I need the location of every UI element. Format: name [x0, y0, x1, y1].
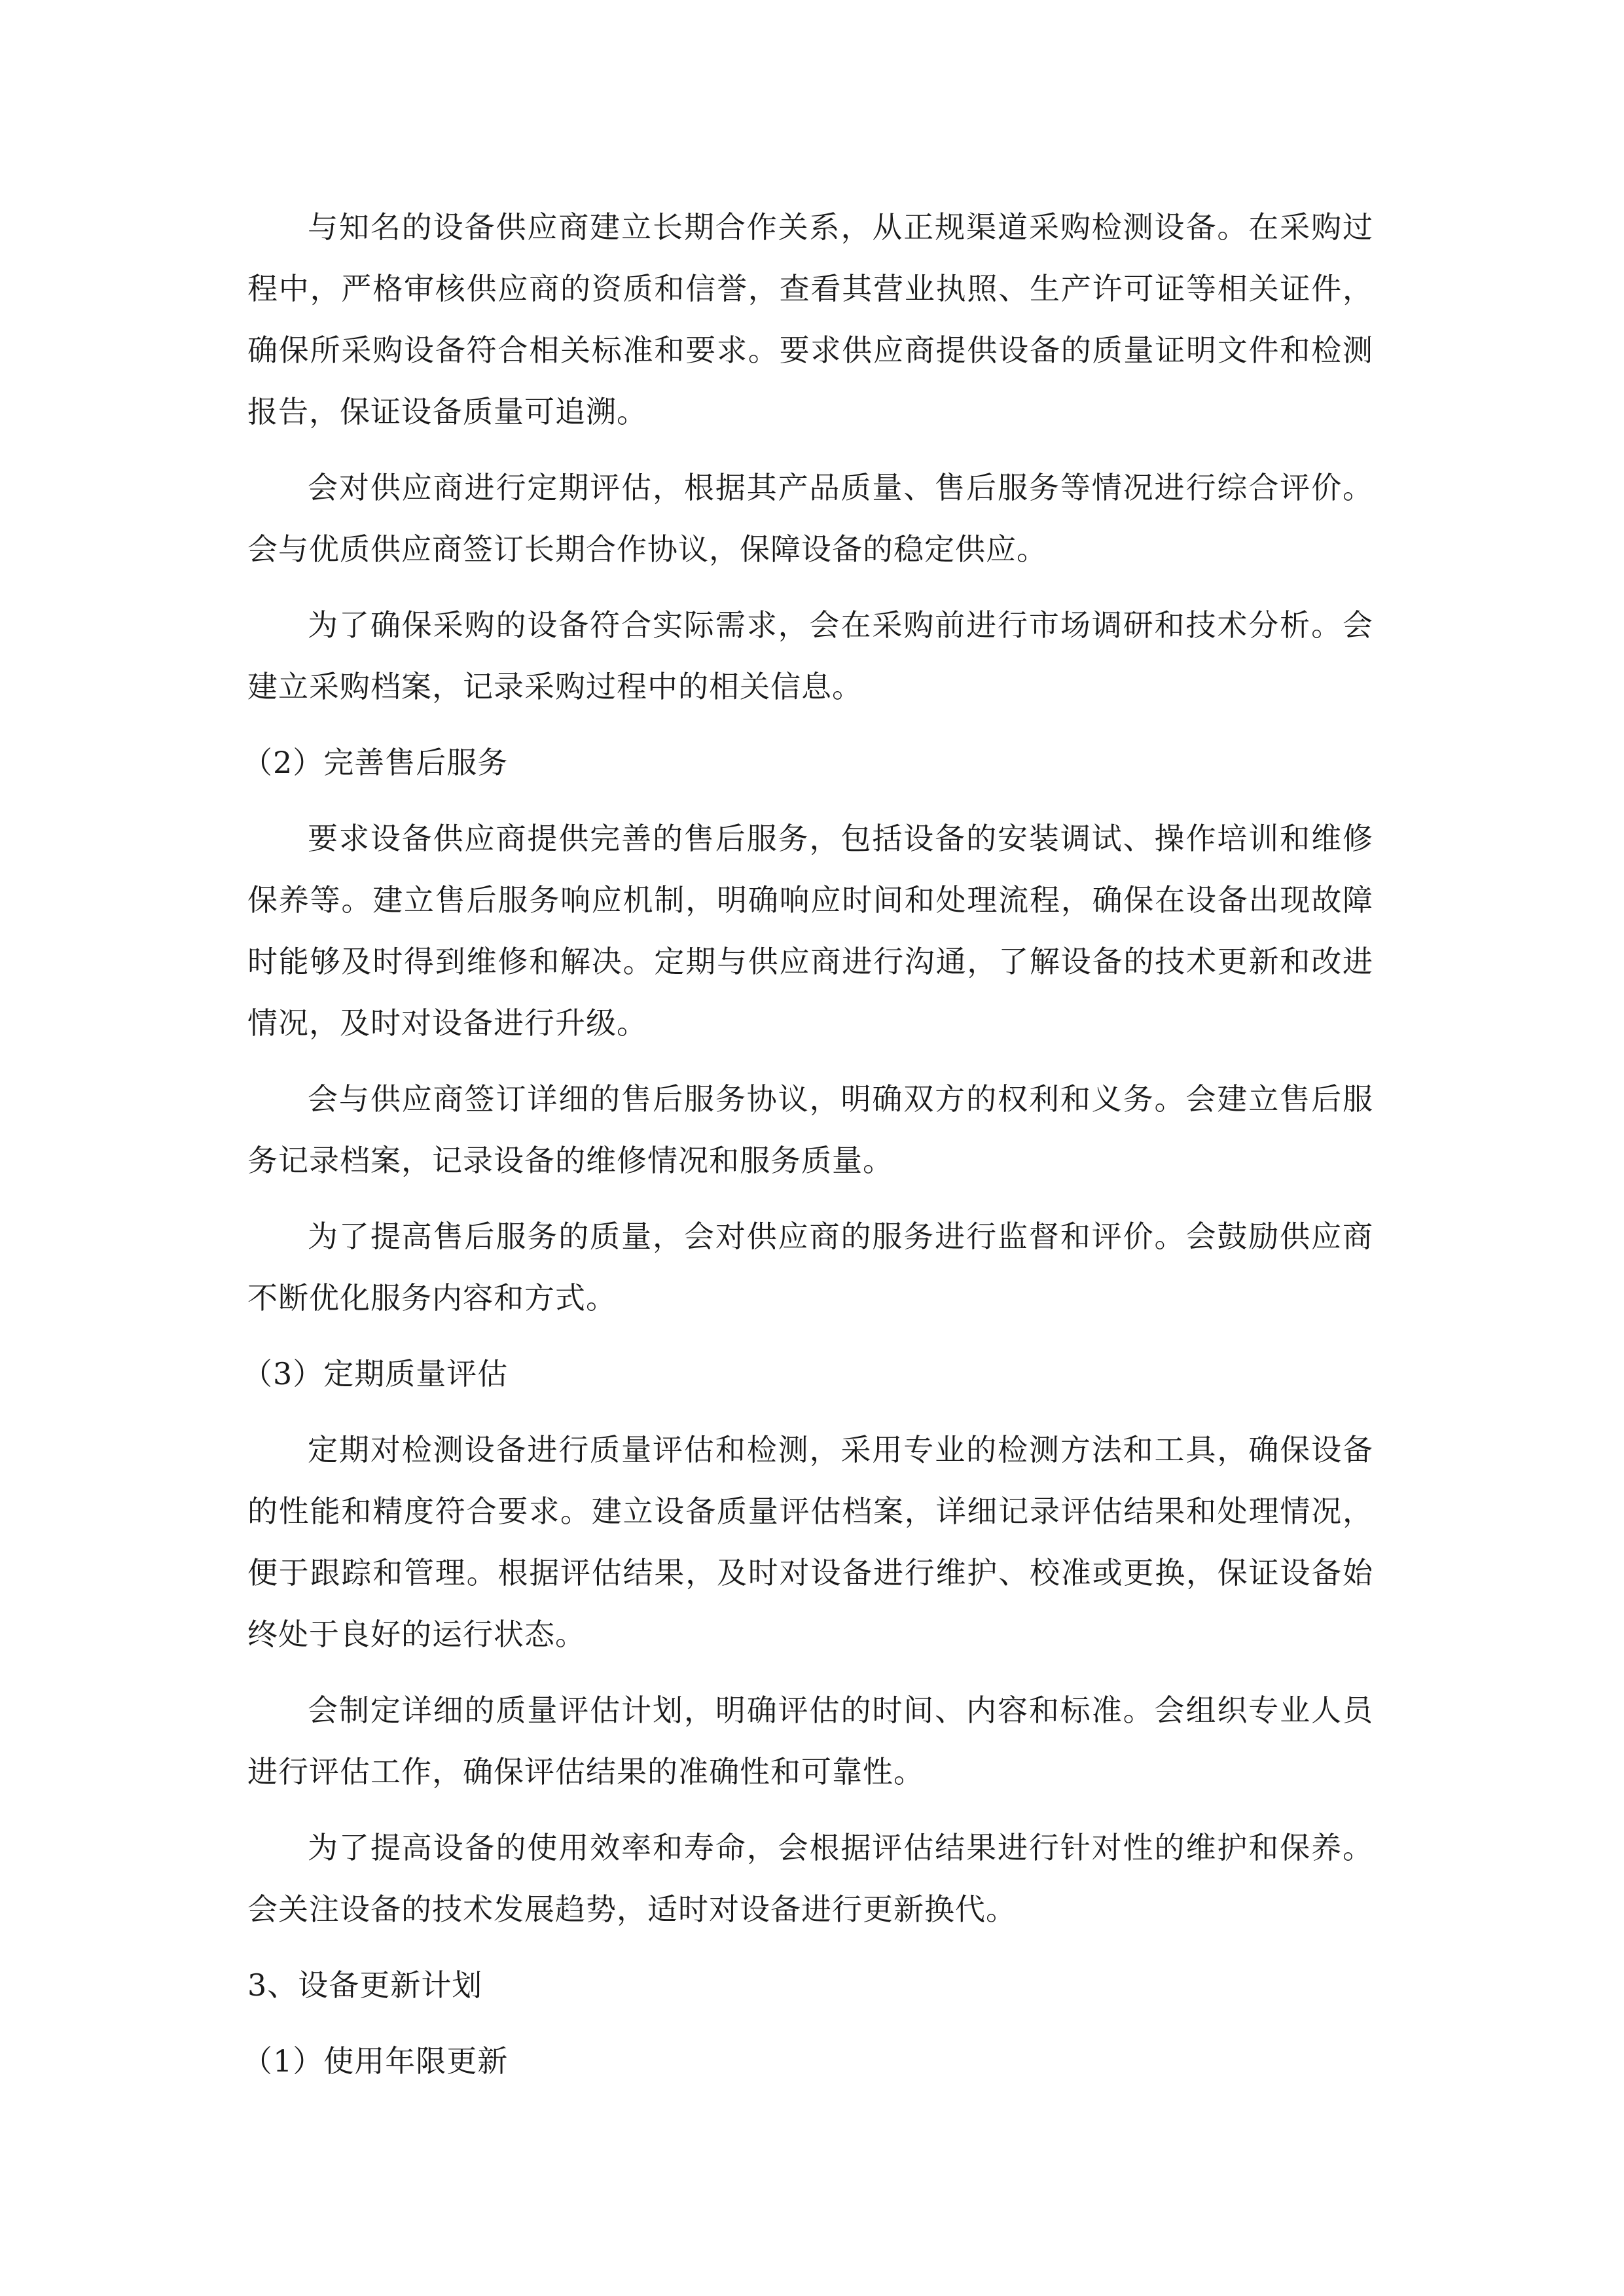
- document-page: [242, 196, 1373, 2106]
- subheading-quality-assessment: （3）定期质量评估: [242, 1356, 509, 1391]
- paragraph-procurement-research: 为了确保采购的设备符合实际需求，会在采购前进行市场调研和技术分析。会建立采购档案，记录采购过程中的相关信息。: [247, 607, 1373, 704]
- paragraph-service-agreement: 会与供应商签订详细的售后服务协议，明确双方的权利和义务。会建立售后服务记录档案，记录设备的维修情况和服务质量。: [247, 1081, 1373, 1178]
- section-heading-equipment-update: 3、设备更新计划: [247, 1967, 483, 2003]
- paragraph-assessment-plan: 会制定详细的质量评估计划，明确评估的时间、内容和标准。会组织专业人员进行评估工作，确保评估结果的准确性和可靠性。: [247, 1693, 1373, 1789]
- paragraph-periodic-assessment: 定期对检测设备进行质量评估和检测，采用专业的检测方法和工具，确保设备的性能和精度符合要求。建立设备质量评估档案，详细记录评估结果和处理情况，便于跟踪和管理。根据评估结果，及时对设备进行维护、校准或更换，保证设备始终处于良好的运行状态。: [247, 1432, 1373, 1652]
- subheading-after-sales: （2）完善售后服务: [242, 745, 509, 780]
- paragraph-service-quality: 为了提高售后服务的质量，会对供应商的服务进行监督和评价。会鼓励供应商不断优化服务内容和方式。: [247, 1219, 1373, 1316]
- subheading-service-life-update: （1）使用年限更新: [242, 2043, 509, 2079]
- paragraph-supplier-cooperation: 与知名的设备供应商建立长期合作关系，从正规渠道采购检测设备。在采购过程中，严格审核供应商的资质和信誉，查看其营业执照、生产许可证等相关证件，确保所采购设备符合相关标准和要求。要求供应商提供设备的质量证明文件和检测报告，保证设备质量可追溯。: [247, 209, 1373, 429]
- paragraph-maintenance-upgrade: 为了提高设备的使用效率和寿命，会根据评估结果进行针对性的维护和保养。会关注设备的技术发展趋势，适时对设备进行更新换代。: [247, 1830, 1373, 1927]
- paragraph-supplier-evaluation: 会对供应商进行定期评估，根据其产品质量、售后服务等情况进行综合评价。会与优质供应商签订长期合作协议，保障设备的稳定供应。: [247, 470, 1373, 567]
- paragraph-after-sales-service: 要求设备供应商提供完善的售后服务，包括设备的安装调试、操作培训和维修保养等。建立售后服务响应机制，明确响应时间和处理流程，确保在设备出现故障时能够及时得到维修和解决。定期与供应商进行沟通，了解设备的技术更新和改进情况，及时对设备进行升级。: [247, 821, 1373, 1041]
